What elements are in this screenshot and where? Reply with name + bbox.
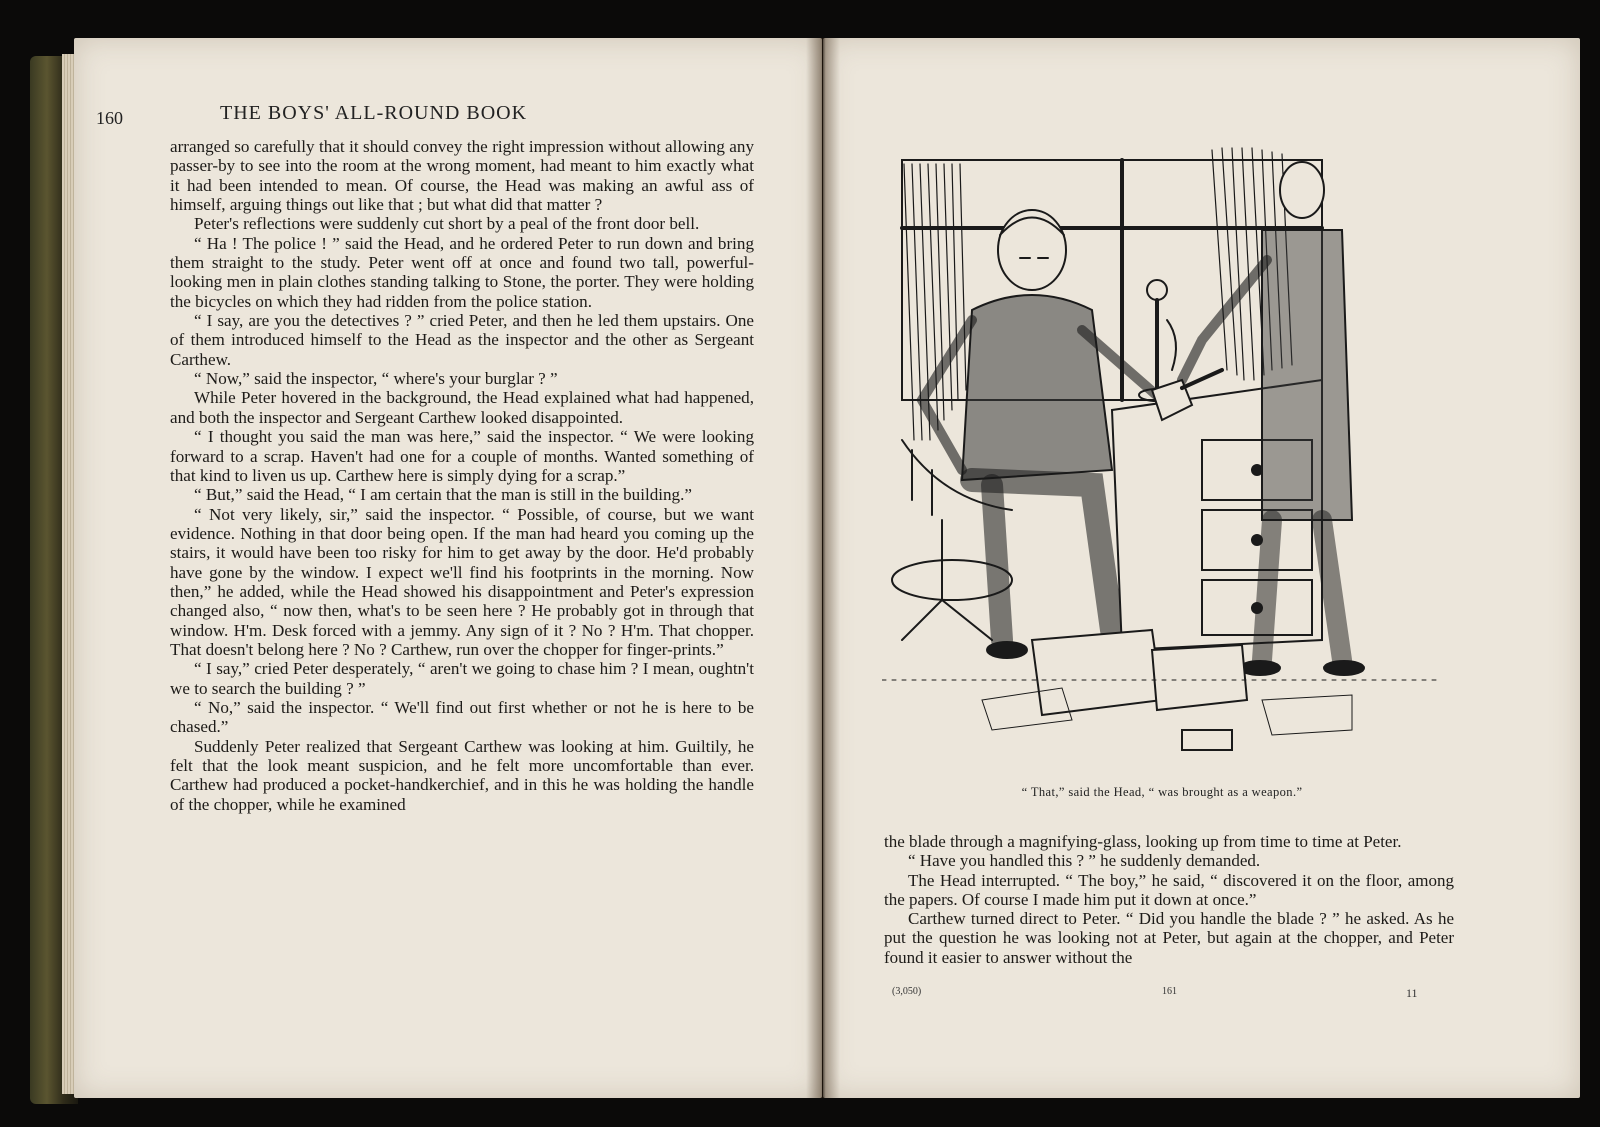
book-gutter (806, 38, 840, 1098)
curtain-left (904, 164, 966, 440)
page-number-left: 160 (96, 108, 123, 128)
right-page-body (884, 832, 1454, 967)
paragraph: “ I say, are you the detectives ? ” cried Peter, and then he led them upstairs. One of them introduced himself to the Head as the inspector and the other as Sergeant Carthew. (170, 311, 754, 369)
paragraph: Carthew turned direct to Peter. “ Did you handle the blade ? ” he asked. As he put the question he was looking not at Peter, but again at the chopper, and Peter found it easier to answer without the (884, 909, 1454, 967)
paragraph: “ I say,” cried Peter desperately, “ aren't we going to chase him ? I mean, oughtn't we to search the building ? ” (170, 659, 754, 698)
paragraph: Suddenly Peter realized that Sergeant Carthew was looking at him. Guiltily, he felt that the look meant suspicion, and he felt more uncomfortable than ever. Carthew had produced a pocket-handkerchief, and in this he was holding the handle of the chopper, while he examined (170, 736, 754, 814)
pen-illustration (882, 140, 1442, 762)
paragraph: “ Ha ! The police ! ” said the Head, and he ordered Peter to run down and bring them straight to the study. Peter went off at once and found two tall, powerful-looking men in plain clothes standing talking to Stone, the porter. They were holding the bicycles on which they had ridden from the police station. (170, 233, 754, 311)
right-page-footer (884, 986, 1454, 1002)
paragraph: “ Now,” said the inspector, “ where's your burglar ? ” (194, 369, 558, 389)
paragraph: “ I thought you said the man was here,” said the inspector. “ We were looking forward to a scrap. Haven't had one for a couple of months. Wanted something of that kind to liven us up. Carthew here is simply dying for a scrap.” (170, 427, 754, 485)
running-head: THE BOYS' ALL-ROUND BOOK (220, 102, 528, 124)
paragraph: arranged so carefully that it should convey the right impression without allowing any passer-by to see into the room at the wrong moment, had meant to him exactly what it had been intended to mean. Of course, the Head was making an awful ass of himself, arguing things out like that ; but what did that matter ? (170, 137, 754, 215)
pulled-out-drawers (1032, 630, 1247, 750)
paragraph: While Peter hovered in the background, the Head explained what had happened, and both the inspector and Sergeant Carthew looked disappointed. (170, 388, 754, 427)
page-number-right: 161 (1162, 986, 1177, 997)
print-code: (3,050) (892, 986, 922, 997)
paragraph: “ But,” said the Head, “ I am certain that the man is still in the building.” (194, 485, 692, 505)
paragraph: “ No,” said the inspector. “ We'll find out first whether or not he is here to be chased.” (170, 697, 754, 737)
paragraph: “ Not very likely, sir,” said the inspector. “ Possible, of course, but we want evidence. Nothing in that door being open. If the man had heard you coming up the stairs, it would have been too risky for him to get away by the door. He'd probably have gone by the window. I expect we'll find his footprints in the morning. Now then,” he added, while the Head showed his disappointment and Peter's expression changed also, “ now then, what's to be seen here ? He probably got in through that window. H'm. Desk forced with a jemmy. Any sign of it ? No ? H'm. That chopper. That doesn't belong here ? No ? Carthew, run over the chopper for finger-prints.” (170, 504, 754, 659)
paragraph: Peter's reflections were suddenly cut short by a peal of the front door bell. (194, 214, 700, 234)
paragraph: “ Have you handled this ? ” he suddenly demanded. (908, 851, 1261, 871)
signature-mark: 11 (1406, 986, 1418, 1000)
left-page-header (96, 102, 756, 128)
paragraph: The Head interrupted. “ The boy,” he said, “ discovered it on the floor, among the papers. Of course I made him put it down at once.” (884, 870, 1454, 909)
left-page-body (170, 137, 754, 814)
illustration-caption: “ That,” said the Head, “ was brought as a weapon.” (1021, 785, 1303, 799)
paragraph: the blade through a magnifying-glass, looking up from time to time at Peter. (884, 832, 1402, 851)
